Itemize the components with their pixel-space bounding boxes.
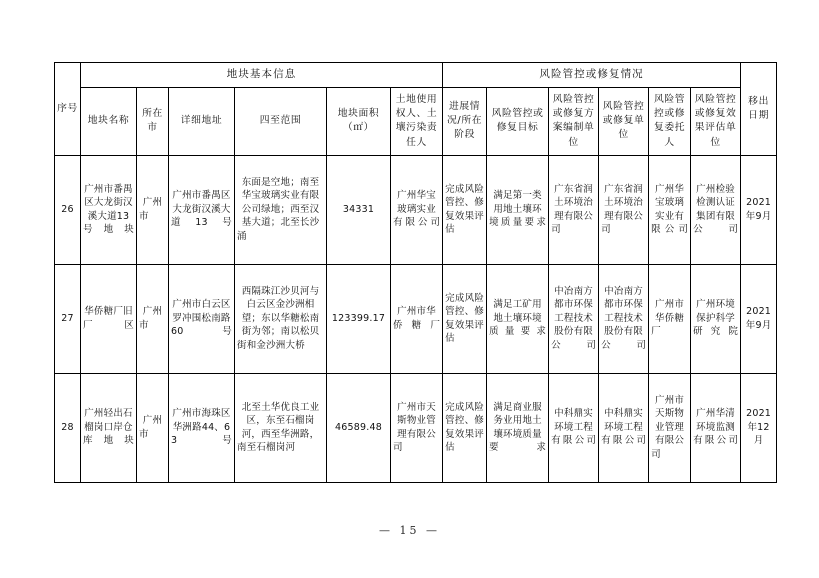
header-effect-evaluation-unit: 风险管控或修复效果评估单位: [691, 87, 741, 155]
cell-detailed-address: 广州市白云区罗冲围松南路60号: [169, 264, 235, 373]
cell-plan-drafting-unit: 广东省润土环境治理有限公司: [549, 155, 599, 264]
cell-risk-goal: 满足第一类用地土壤环境质量要求: [487, 155, 549, 264]
cell-serial: 26: [55, 155, 81, 264]
cell-city: 广州市: [137, 264, 169, 373]
registry-table-container: [54, 62, 772, 483]
cell-land-use-right-holder: 广州华宝玻璃实业有限公司: [391, 155, 443, 264]
cell-city: 广州市: [137, 155, 169, 264]
cell-implementation-unit: 中冶南方都市环保工程技术股份有限公司: [599, 264, 649, 373]
header-land-use-right-holder: 土地使用权人、土壤污染责任人: [391, 87, 443, 155]
cell-effect-evaluation-unit: 广州环境保护科学研究院: [691, 264, 741, 373]
cell-entrusting-party: 广州市华侨糖厂: [649, 264, 691, 373]
header-plan-drafting-unit: 风险管控或修复方案编制单位: [549, 87, 599, 155]
header-risk-goal: 风险管控或修复目标: [487, 87, 549, 155]
cell-parcel-area: 34331: [327, 155, 391, 264]
cell-implementation-unit: 中科鼎实环境工程有限公司: [599, 373, 649, 482]
cell-parcel-area: 123399.17: [327, 264, 391, 373]
cell-land-use-right-holder: 广州市天斯物业管理有限公司: [391, 373, 443, 482]
header-parcel-area-unit: （㎡）: [342, 122, 375, 134]
cell-parcel-name: 华侨糖厂旧厂区: [81, 264, 137, 373]
table-head: [55, 63, 777, 156]
cell-moveout-date: 2021年9月: [741, 264, 777, 373]
cell-plan-drafting-unit: 中冶南方都市环保工程技术股份有限公司: [549, 264, 599, 373]
cell-progress-stage: 完成风险管控、修复效果评估: [443, 264, 487, 373]
page-number: — 15 —: [379, 524, 440, 537]
cell-city: 广州市: [137, 373, 169, 482]
cell-parcel-name: 广州轻出石榴岗口岸仓库地块: [81, 373, 137, 482]
cell-risk-goal: 满足商业服务业用地土壤环境质量要求: [487, 373, 549, 482]
cell-moveout-date: 2021年12月: [741, 373, 777, 482]
table-row: [55, 155, 777, 264]
cell-implementation-unit: 广东省润土环境治理有限公司: [599, 155, 649, 264]
header-parcel-area-main: 地块面积: [337, 108, 380, 120]
cell-boundary-range: 北至土华优良工业区，东至石榴岗河，西至华洲路，南至石榴岗河: [235, 373, 327, 482]
header-moveout-date: 移出日期: [741, 63, 777, 156]
cell-entrusting-party: 广州市天斯物业管理有限公司: [649, 373, 691, 482]
cell-serial: 28: [55, 373, 81, 482]
cell-land-use-right-holder: 广州市华侨糖厂: [391, 264, 443, 373]
cell-effect-evaluation-unit: 广州华清环境监测有限公司: [691, 373, 741, 482]
header-group-row: [55, 63, 777, 88]
header-detailed-address: 详细地址: [169, 87, 235, 155]
cell-progress-stage: 完成风险管控、修复效果评估: [443, 155, 487, 264]
header-serial: 序号: [55, 63, 81, 156]
cell-serial: 27: [55, 264, 81, 373]
header-implementation-unit: 风险管控或修复单位: [599, 87, 649, 155]
cell-detailed-address: 广州市海珠区华洲路44、63号: [169, 373, 235, 482]
cell-entrusting-party: 广州华宝玻璃实业有限公司: [649, 155, 691, 264]
header-city: 所在市: [137, 87, 169, 155]
cell-progress-stage: 完成风险管控、修复效果评估: [443, 373, 487, 482]
header-parcel-area: [327, 87, 391, 155]
cell-plan-drafting-unit: 中科鼎实环境工程有限公司: [549, 373, 599, 482]
cell-parcel-area: 46589.48: [327, 373, 391, 482]
table-row: [55, 373, 777, 482]
cell-boundary-range: 东面是空地；南至华宝玻璃实业有限公司绿地；西至汉基大道；北至长沙涌: [235, 155, 327, 264]
header-boundary-range: 四至范围: [235, 87, 327, 155]
parcel-registry-table: [54, 62, 777, 483]
table-row: [55, 264, 777, 373]
cell-effect-evaluation-unit: 广州检验检测认证集团有限公司: [691, 155, 741, 264]
cell-moveout-date: 2021年9月: [741, 155, 777, 264]
header-progress-stage: 进展情况/所在阶段: [443, 87, 487, 155]
cell-parcel-name: 广州市番禺区大龙街汉溪大道13号地块: [81, 155, 137, 264]
table-body: [55, 155, 777, 482]
cell-risk-goal: 满足工矿用地土壤环境质量要求: [487, 264, 549, 373]
header-sub-row: [55, 87, 777, 155]
header-group-risk-control: 风险管控或修复情况: [443, 63, 741, 88]
header-group-parcel-basic-info: 地块基本信息: [81, 63, 443, 88]
header-entrusting-party: 风险管控或修复委托人: [649, 87, 691, 155]
cell-boundary-range: 西隔珠江沙贝河与白云区金沙洲相望；东以华糖松南街为邻；南以松贝街和金沙洲大桥: [235, 264, 327, 373]
cell-detailed-address: 广州市番禺区大龙街汉溪大道13号: [169, 155, 235, 264]
header-parcel-name: 地块名称: [81, 87, 137, 155]
